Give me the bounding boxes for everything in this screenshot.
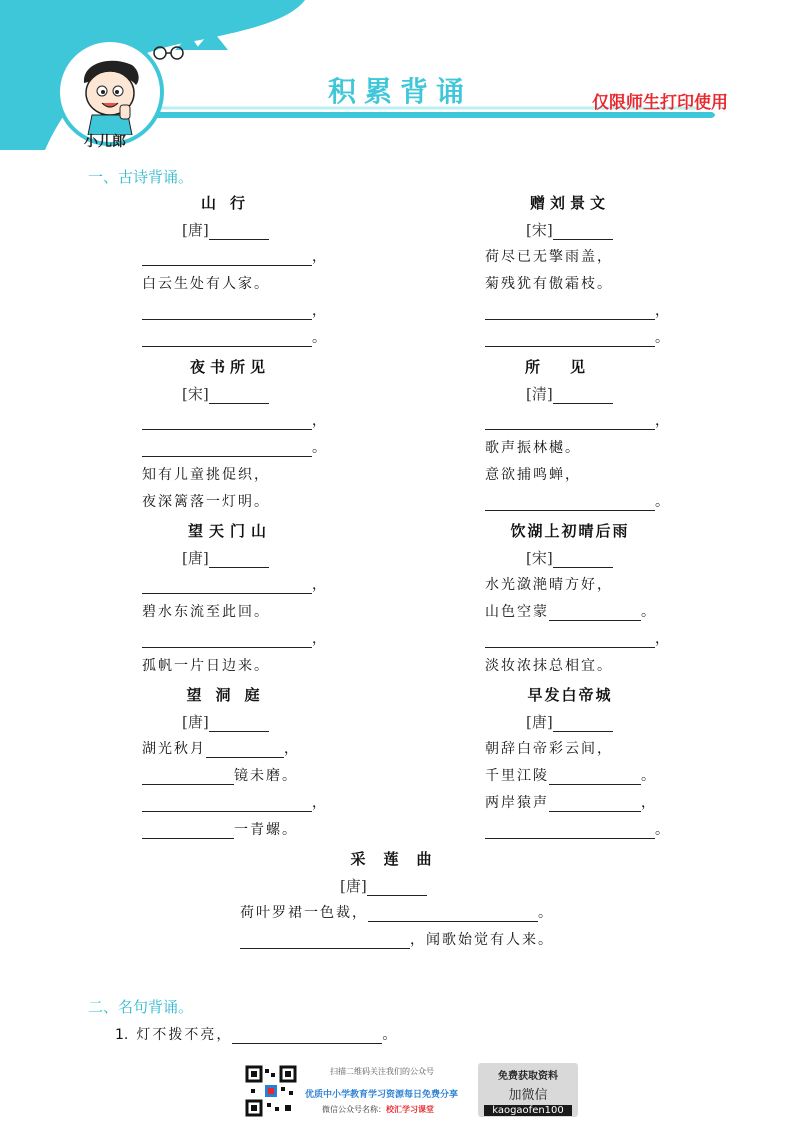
poem-line: 朝辞白帝彩云间， xyxy=(485,741,613,757)
poem-line: 荷尽已无擎雨盖， xyxy=(485,249,613,265)
poem-line: 。 xyxy=(142,437,326,457)
poem-line: ， xyxy=(142,246,326,266)
poem-title-wangtianmenshan: 望天门山 xyxy=(187,522,272,540)
fill-blank[interactable] xyxy=(549,795,641,812)
fill-blank[interactable] xyxy=(485,330,655,347)
author-blank[interactable] xyxy=(367,879,427,896)
poem-line: ， xyxy=(142,300,326,320)
fill-blank[interactable] xyxy=(240,932,410,949)
poem-dynasty-zaofabaidicheng: [唐] xyxy=(526,711,613,732)
fill-blank[interactable] xyxy=(142,631,312,648)
poem-dynasty-wangdongting: [唐] xyxy=(182,711,269,732)
poem-title-zengliujingwen: 赠刘景文 xyxy=(529,194,610,212)
author-blank[interactable] xyxy=(209,387,269,404)
footer-share-text: 优质中小学教育学习资源每日免费分享 xyxy=(305,1090,459,1100)
poem-line: 。 xyxy=(142,327,326,347)
footer-scan-text: 扫描二维码关注我们的公众号 xyxy=(330,1067,434,1076)
fill-blank[interactable] xyxy=(232,1027,382,1044)
fill-blank[interactable] xyxy=(206,741,284,758)
poem-title-shanxing: 山行 xyxy=(200,194,259,212)
poem-line: ， xyxy=(142,792,326,812)
poem-title-cailianqu: 采莲曲 xyxy=(350,850,450,868)
usage-restriction-label: 仅限师生打印使用 xyxy=(592,93,728,113)
poem-line: ， xyxy=(485,300,669,320)
fill-blank[interactable] xyxy=(549,604,641,621)
poem-dynasty-wangtianmenshan: [唐] xyxy=(182,547,269,568)
item-number: 1. xyxy=(115,1027,129,1043)
author-blank[interactable] xyxy=(553,551,613,568)
poem-title-zaofabaidicheng: 早发白帝城 xyxy=(527,686,613,704)
add-wechat-label: 加微信 xyxy=(508,1088,548,1103)
poem-line: 两岸猿声 ， xyxy=(485,795,655,811)
poem-line: 千里江陵 。 xyxy=(485,768,655,784)
quote-item-1 xyxy=(115,1024,396,1044)
fill-blank[interactable] xyxy=(142,768,234,785)
author-blank[interactable] xyxy=(209,223,269,240)
poem-line: ，闻歌始觉有人来。 xyxy=(240,929,554,949)
poem-dynasty-zengliujingwen: [宋] xyxy=(526,219,613,240)
fill-blank[interactable] xyxy=(142,413,312,430)
fill-blank[interactable] xyxy=(142,440,312,457)
author-blank[interactable] xyxy=(209,551,269,568)
wechat-contact-box[interactable] xyxy=(478,1063,578,1117)
fill-blank[interactable] xyxy=(142,795,312,812)
poem-line: 白云生处有人家。 xyxy=(142,276,270,292)
page-title: 积累背诵 xyxy=(327,75,472,108)
poem-line: 夜深篱落一灯明。 xyxy=(142,494,270,510)
poem-line: 镜未磨。 xyxy=(142,765,298,785)
poem-line: 山色空蒙 。 xyxy=(485,604,655,620)
poem-dynasty-shanxing: [唐] xyxy=(182,219,269,240)
fill-blank[interactable] xyxy=(142,577,312,594)
poem-line: 。 xyxy=(485,491,669,511)
author-blank[interactable] xyxy=(553,387,613,404)
poem-line: 。 xyxy=(485,819,669,839)
fill-blank[interactable] xyxy=(485,413,655,430)
period: 。 xyxy=(382,1027,397,1043)
section-title-famous-quotes: 二、名句背诵。 xyxy=(88,998,194,1016)
poem-line: 。 xyxy=(485,327,669,347)
mascot-boy-icon xyxy=(70,55,150,135)
poem-dynasty-suojian: [清] xyxy=(526,383,613,404)
poem-title-yeshusuojian: 夜书所见 xyxy=(189,358,270,376)
fill-blank[interactable] xyxy=(142,330,312,347)
section-title-ancient-poems: 一、古诗背诵。 xyxy=(88,168,194,186)
fill-blank[interactable] xyxy=(142,822,234,839)
poem-title-suojian: 所见 xyxy=(524,358,615,376)
quote-prefix: 灯不拨不亮， xyxy=(136,1027,233,1043)
poem-line: 菊残犹有傲霜枝。 xyxy=(485,276,613,292)
poem-dynasty-yeshusuojian: [宋] xyxy=(182,383,269,404)
author-blank[interactable] xyxy=(553,715,613,732)
fill-blank[interactable] xyxy=(142,303,312,320)
fill-blank[interactable] xyxy=(485,303,655,320)
poem-line: ， xyxy=(142,574,326,594)
mascot-label: 小儿郎 xyxy=(84,134,126,150)
wechat-id: kaogaofen100 xyxy=(484,1105,572,1116)
poem-line: 意欲捕鸣蝉， xyxy=(485,467,581,483)
poem-line: ， xyxy=(142,410,326,430)
poem-line: 知有儿童挑促织， xyxy=(142,467,270,483)
poem-line: ， xyxy=(485,628,669,648)
poem-line: 碧水东流至此回。 xyxy=(142,604,270,620)
qr-code-icon[interactable] xyxy=(245,1065,297,1117)
author-blank[interactable] xyxy=(553,223,613,240)
poem-title-wangdongting: 望洞庭 xyxy=(186,686,274,704)
poem-dynasty-cailianqu: [唐] xyxy=(340,875,427,896)
author-blank[interactable] xyxy=(209,715,269,732)
poem-dynasty-yinhushang: [宋] xyxy=(526,547,613,568)
fill-blank[interactable] xyxy=(549,768,641,785)
poem-line: 歌声振林樾。 xyxy=(485,440,581,456)
fill-blank[interactable] xyxy=(485,822,655,839)
fill-blank[interactable] xyxy=(485,494,655,511)
poem-line: 荷叶罗裙一色裁， 。 xyxy=(240,905,552,921)
poem-line: ， xyxy=(142,628,326,648)
free-materials-label: 免费获取资料 xyxy=(498,1071,558,1082)
poem-line: 水光潋滟晴方好， xyxy=(485,577,613,593)
fill-blank[interactable] xyxy=(142,249,312,266)
poem-line: 湖光秋月 ， xyxy=(142,741,298,757)
poem-line: ， xyxy=(485,410,669,430)
poem-title-yinhushang: 饮湖上初晴后雨 xyxy=(510,522,630,540)
poem-line: 一青螺。 xyxy=(142,819,298,839)
fill-blank[interactable] xyxy=(485,631,655,648)
poem-line: 淡妆浓抹总相宜。 xyxy=(485,658,613,674)
fill-blank[interactable] xyxy=(368,905,538,922)
poem-line: 孤帆一片日边来。 xyxy=(142,658,270,674)
footer-account: 微信公众号名称：校汇学习课堂 xyxy=(322,1105,434,1114)
